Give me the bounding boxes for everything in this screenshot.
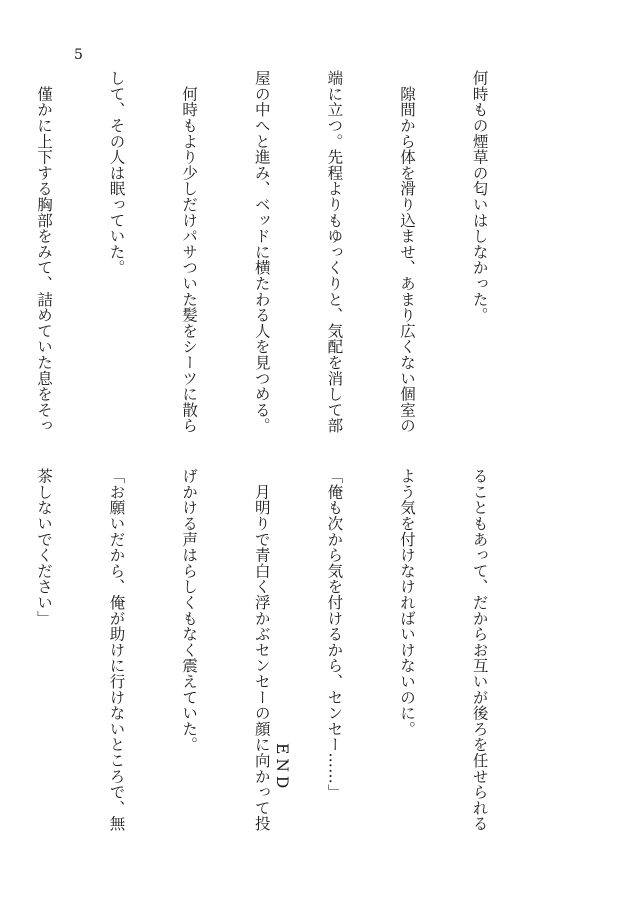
text-line: 隙間から体を滑り込ませ、あまり広くない個室の: [397, 70, 416, 434]
text-line: 「お願いだから、俺が助けに行けないところで、無: [107, 468, 126, 832]
text-line: 「俺も次から気を付けるから、センセー……」: [325, 468, 344, 800]
text-line: ることもあって、だからお互いが後ろを任せられる: [470, 468, 489, 832]
text-line: 屋の中へと進み、ベッドに横たわる人を見つめる。: [252, 70, 271, 434]
text-line: 月明りで青白く浮かぶセンセーの顔に向かって投: [252, 468, 271, 832]
text-line: よう気を付けなければいけないのに。: [397, 468, 416, 737]
text-line: 端に立つ。先程よりもゆっくりと、気配を消して部: [325, 70, 344, 434]
text-line: げかける声はらしくもなく震えていた。: [180, 468, 199, 753]
upper-text-block: [34, 70, 540, 434]
text-line: 何時もの煙草の匂いはしなかった。: [470, 70, 489, 323]
text-line: 何時もより少しだけパサついた髪をシーツに散ら: [180, 70, 199, 434]
page-number: 5: [74, 47, 83, 63]
end-mark: END: [273, 743, 291, 793]
text-line: 茶しないでください」: [34, 468, 53, 626]
text-line: 僅かに上下する胸部をみて、詰めていた息をそっ: [34, 70, 53, 434]
text-line: して、その人は眠っていた。: [107, 70, 126, 276]
